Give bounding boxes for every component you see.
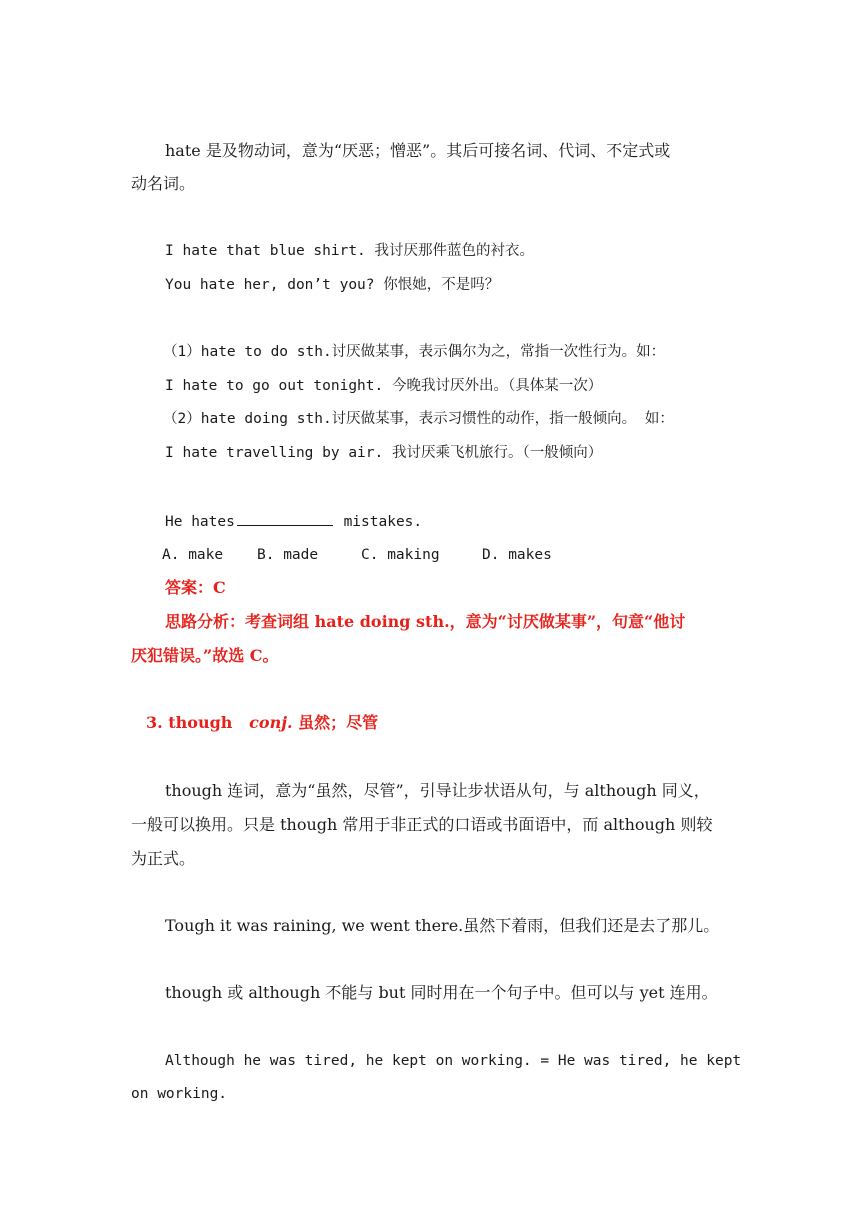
though-note: though 或 although 不能与 but 同时用在一个句子中。但可以与 yet 连用。 — [165, 983, 718, 1002]
hate-example-2: You hate her, don’t you? 你恨她，不是吗？ — [165, 277, 500, 293]
exercise-question — [165, 511, 422, 532]
though-example-1: Tough it was raining, we went there.虽然下着雨，但我们还是去了那儿。 — [165, 916, 720, 935]
hate-intro-line1: hate 是及物动词，意为“厌恶；憎恶”。其后可接名词、代词、不定式或 — [165, 141, 671, 160]
option-c: C. making — [361, 547, 440, 563]
heading-meaning: 虽然；尽管 — [298, 713, 379, 732]
section-heading-though — [146, 713, 378, 733]
though-intro-line2: 一般可以换用。只是 though 常用于非正式的口语或书面语中，而 although 则较 — [131, 815, 713, 834]
question-text-before: He hates — [165, 514, 235, 530]
though-example-2-line2: on working. — [131, 1086, 228, 1102]
though-intro-line3: 为正式。 — [131, 849, 196, 868]
hate-usage-2-example: I hate travelling by air. 我讨厌乘飞机旅行。（一般倾向） — [165, 445, 603, 461]
heading-part-of-speech: conj. — [249, 713, 293, 732]
option-a: A. make — [162, 547, 224, 563]
hate-usage-1-example: I hate to go out tonight. 今晚我讨厌外出。（具体某一次） — [165, 378, 603, 394]
hate-usage-1: （1）hate to do sth.讨厌做某事，表示偶尔为之，常指一次性行为。如： — [163, 344, 666, 360]
hate-intro-line2: 动名词。 — [131, 174, 196, 193]
exercise-analysis-line2: 厌犯错误。”故选 C。 — [131, 646, 279, 665]
heading-number: 3. — [146, 713, 163, 732]
hate-usage-2: （2）hate doing sth.讨厌做某事，表示习惯性的动作，指一般倾向。 如： — [163, 411, 674, 427]
exercise-analysis-line1: 思路分析：考查词组 hate doing sth.，意为“讨厌做某事”，句意“他讨 — [165, 612, 686, 631]
hate-example-1: I hate that blue shirt. 我讨厌那件蓝色的衬衣。 — [165, 243, 535, 259]
option-d: D. makes — [482, 547, 552, 563]
though-example-2-line1: Although he was tired, he kept on working. = He was tired, he kept — [165, 1053, 742, 1069]
exercise-answer: 答案：C — [165, 578, 226, 597]
question-text-after: mistakes. — [334, 514, 423, 530]
though-intro-line1: though 连词，意为“虽然，尽管”，引导让步状语从句，与 although 同义， — [165, 781, 710, 800]
answer-blank — [237, 511, 333, 526]
option-b: B. made — [257, 547, 319, 563]
exercise-options — [162, 545, 552, 565]
heading-word: though — [168, 713, 233, 732]
